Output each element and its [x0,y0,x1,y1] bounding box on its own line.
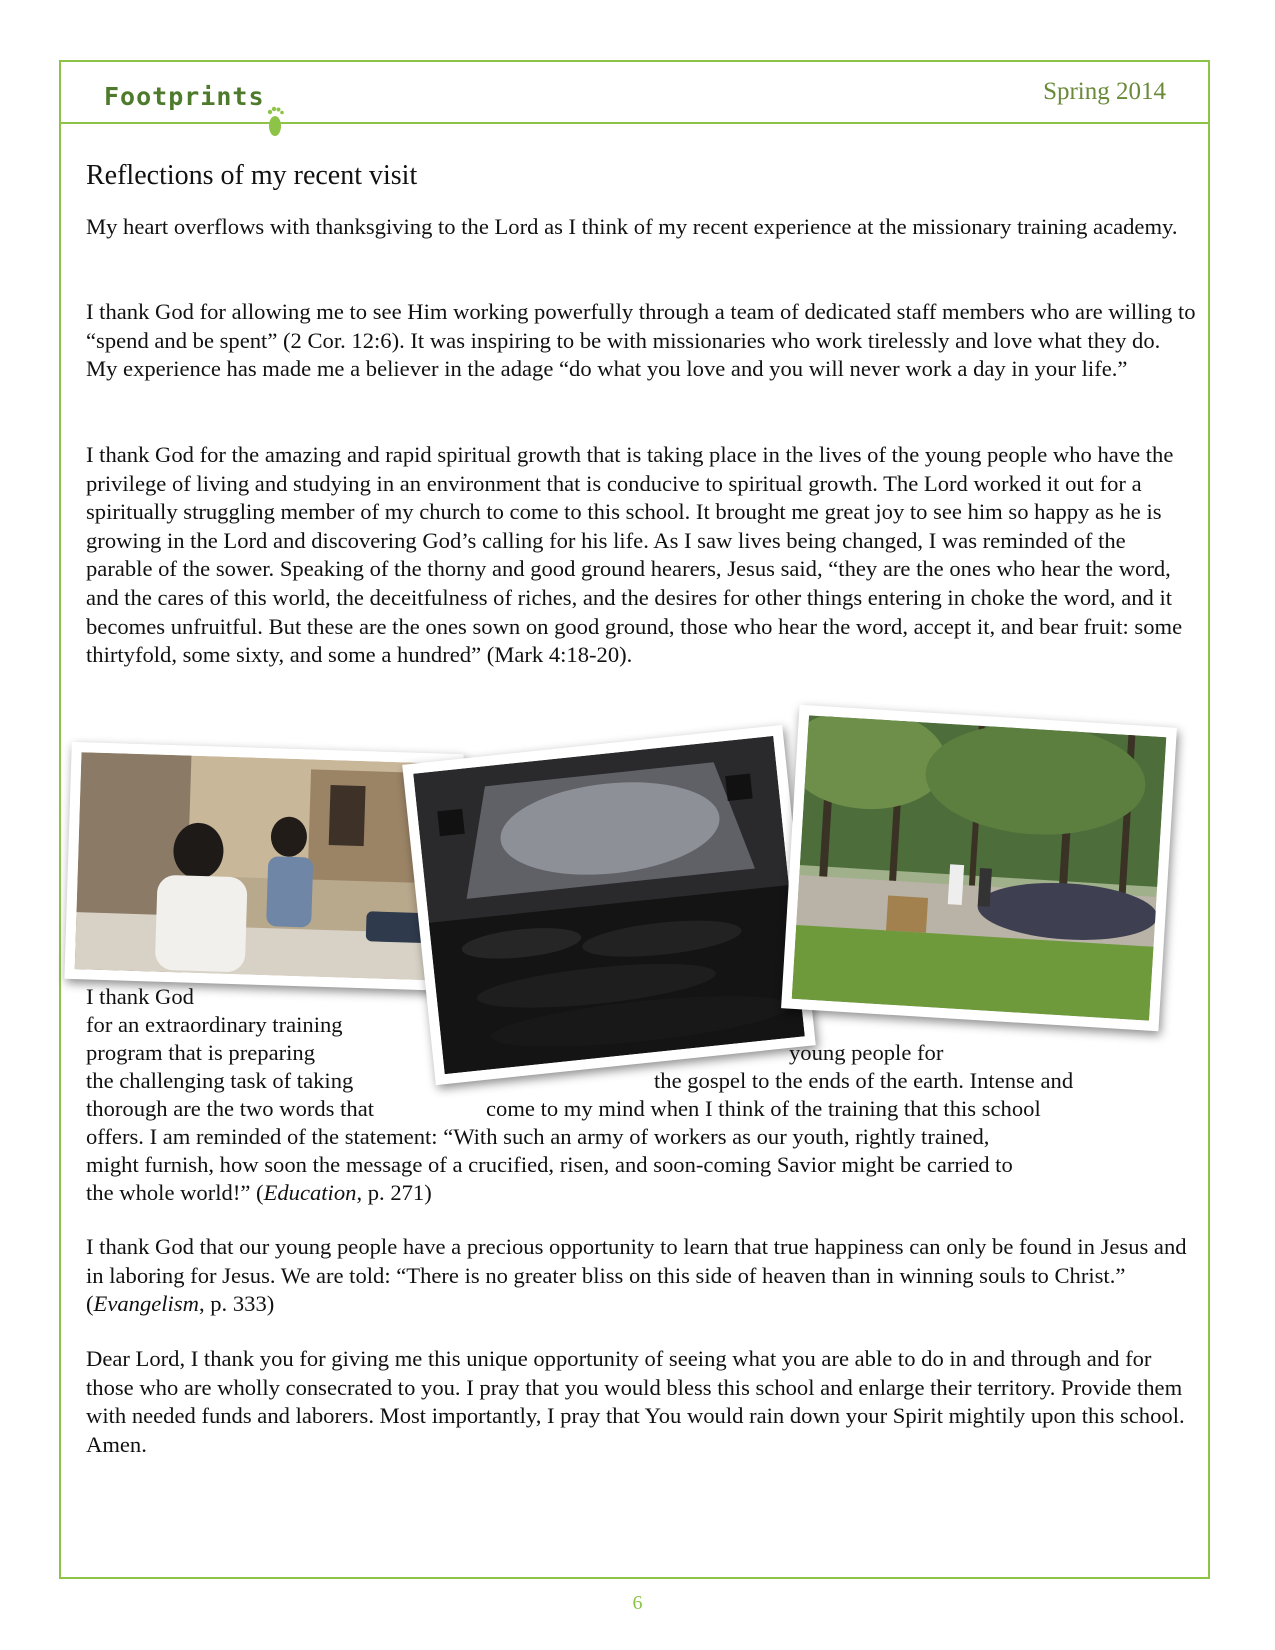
wrap-line-3a: program that is preparing [86,1040,316,1065]
classroom-image [413,736,805,1074]
issue-date: Spring 2014 [1043,78,1166,105]
wrap-line-2: for an extraordinary training [86,1012,343,1037]
outdoor-image [792,715,1167,1020]
tutoring-image [75,752,454,981]
article-title: Reflections of my recent visit [86,160,418,191]
paragraph-6: Dear Lord, I thank you for giving me this unique opportunity of seeing what you are able to do in and through and for those who are wholly consecrated to you. I pray that you would bless this school and enlarge their territory. Provide them with needed funds and laborers. Most importantly, I pray that You would rain down your Spirit mightily upon this school. Amen. [86,1346,1185,1457]
paragraph-5-text: I thank God that our young people have a precious opportunity to learn that true happiness can only be found in Jesus and in laboring for Jesus. We are told: “There is no greater bliss on this side of heaven than in winning souls to Christ.” ( [86,1234,1187,1317]
wrap-line-3b: young people for [789,1040,944,1065]
page-number: 6 [632,1592,643,1614]
wrap-line-6: offers. I am reminded of the statement: “With such an army of workers as our youth, rightly trained, [86,1124,990,1149]
paragraph-5-source: Evangelism [93,1291,199,1317]
wrap-line-4b: the gospel to the ends of the earth. Intense and [654,1068,1074,1093]
paragraph-1: My heart overflows with thanksgiving to the Lord as I think of my recent experience at the missionary training academy. [86,214,1178,239]
wrap-line-4a: the challenging task of taking [86,1068,354,1093]
citation-source: Education [263,1180,357,1205]
wrap-line-7: might furnish, how soon the message of a crucified, risen, and soon-coming Savior might be carried to [86,1152,1013,1177]
photo-outdoor-gathering [781,705,1177,1032]
paragraph-2: I thank God for allowing me to see Him working powerfully through a team of dedicated staff members who are willing to “spend and be spent” (2 Cor. 12:6). It was inspiring to be with missionaries who work tirelessly and love what they do. My experience has made me a believer in the adage “do what you love and you will never work a day in your life.” [86,299,1196,382]
newsletter-brand: Footprints [104,82,265,111]
wrap-line-5b: come to my mind when I think of the training that this school [486,1096,1041,1121]
wrap-line-1: I thank God [86,984,194,1009]
header-divider [59,122,1210,124]
photo-classroom [402,725,816,1085]
wrap-line-8 [86,1179,432,1208]
citation-page: , p. 271) [356,1180,432,1205]
citation-text: the whole world!” ( [86,1180,264,1205]
paragraph-5-page: , p. 333) [198,1291,275,1317]
wrap-line-5a: thorough are the two words that [86,1096,375,1121]
paragraph-3: I thank God for the amazing and rapid spiritual growth that is taking place in the lives of the young people who have the privilege of living and studying in an environment that is conducive to spiritual growth. The Lord worked it out for a spiritually struggling member of my church to come to this school. It brought me great joy to see him so happy as he is growing in the Lord and discovering God’s calling for his life. As I saw lives being changed, I was reminded of the parable of the sower. Speaking of the thorny and good ground hearers, Jesus said, “they are the ones who hear the word, and the cares of this world, the deceitfulness of riches, and the desires for other things entering in choke the word, and it becomes unfruitful. But these are the ones sown on good ground, those who hear the word, accept it, and bear fruit: some thirtyfold, some sixty, and some a hundred” (Mark 4:18-20). [86,442,1183,668]
paragraph-5 [86,1233,1196,1319]
footprint-icon [264,104,286,140]
